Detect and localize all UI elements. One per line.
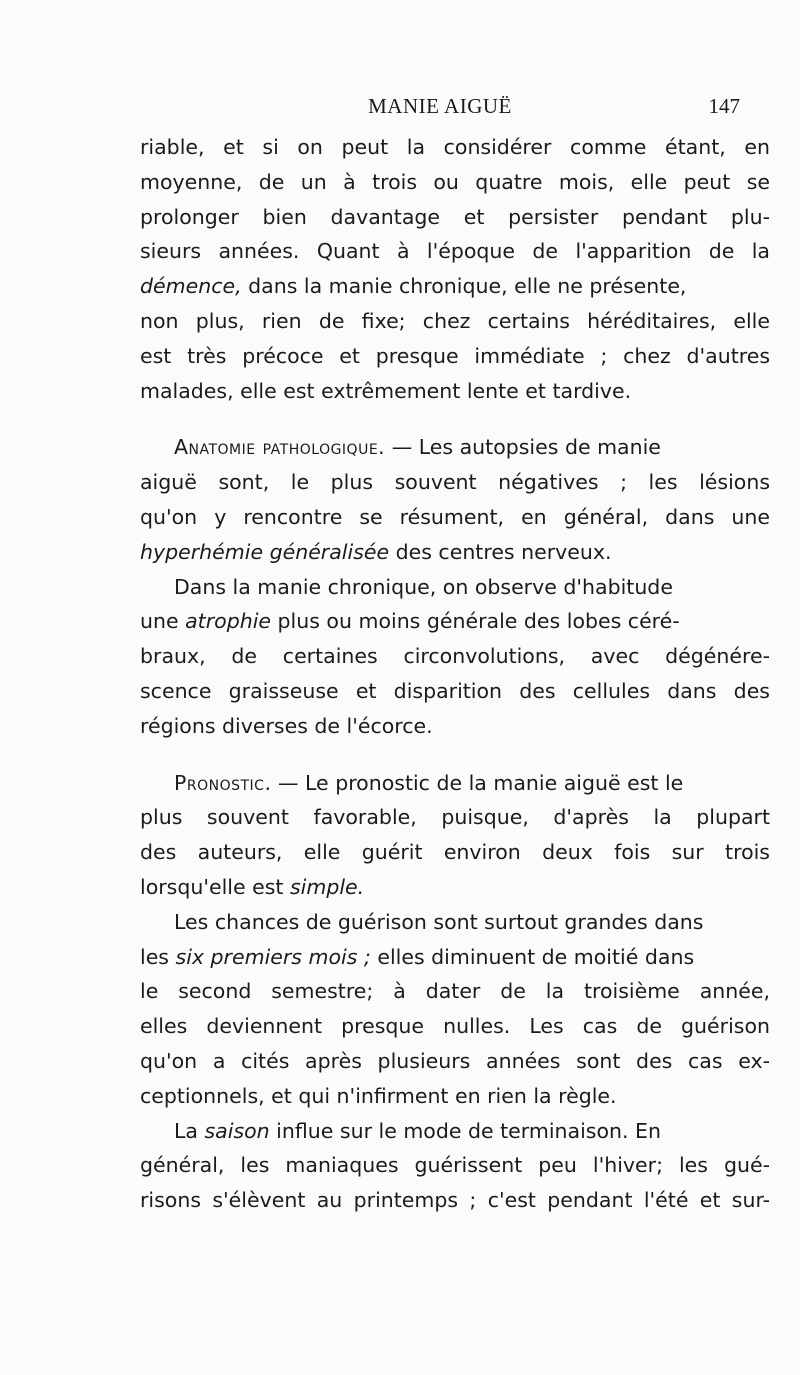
text-line: Les chances de guérison sont surtout grandes dans	[174, 909, 704, 934]
text-line	[140, 940, 770, 975]
text-line: malades, elle est extrêmement lente et tardive.	[140, 378, 632, 403]
text-run: des centres nerveux.	[389, 539, 612, 564]
text-run: La	[174, 1118, 205, 1143]
paragraph-duration	[140, 130, 770, 408]
text-line: non plus, rien de fixe; chez certains héréditaires, elle	[140, 308, 770, 333]
text-line: qu'on y rencontre se résument, en général, dans une	[140, 504, 770, 529]
text-line	[140, 604, 770, 639]
text-line: moyenne, de un à trois ou quatre mois, elle peut se	[140, 169, 770, 194]
text-line: braux, de certaines circonvolutions, avec dégénére-	[140, 644, 770, 669]
text-line: ceptionnels, et qui n'infirment en rien la règle.	[140, 1083, 617, 1108]
text-line: plus souvent favorable, puisque, d'après la plupart	[140, 805, 770, 830]
section-heading: Pronostic.	[174, 770, 272, 795]
paragraph-season	[140, 1114, 770, 1218]
text-line: qu'on a cités après plusieurs années sont des cas ex-	[140, 1048, 770, 1073]
text-line: le second semestre; à dater de la troisième année,	[140, 979, 770, 1004]
text-line	[140, 870, 770, 905]
text-line: prolonger bien davantage et persister pendant plu-	[140, 204, 770, 229]
text-run: — Les autopsies de manie	[385, 435, 661, 460]
emphasis: saison	[204, 1118, 270, 1143]
body-text	[140, 130, 770, 1218]
page-number: 147	[708, 94, 740, 118]
text-run: dans la manie chronique, elle ne présente,	[241, 274, 687, 299]
paragraph-gap	[140, 744, 770, 766]
text-line: des auteurs, elle guérit environ deux fois sur trois	[140, 840, 770, 865]
emphasis: démence,	[140, 274, 242, 299]
paragraph-gap	[140, 408, 770, 430]
text-line	[140, 269, 770, 304]
text-line: sieurs années. Quant à l'époque de l'apparition de la	[140, 239, 770, 264]
paragraph-anatomy	[140, 430, 770, 569]
text-line: aiguë sont, le plus souvent négatives ; les lésions	[140, 470, 770, 495]
text-line: général, les maniaques guérissent peu l'hiver; les gué-	[140, 1153, 770, 1178]
text-line	[140, 1114, 770, 1149]
text-line: elles deviennent presque nulles. Les cas de guérison	[140, 1014, 770, 1039]
text-run: elles diminuent de moitié dans	[370, 944, 695, 969]
text-run: plus ou moins générale des lobes céré-	[271, 609, 680, 634]
text-line	[140, 430, 770, 465]
text-line: régions diverses de l'écorce.	[140, 713, 433, 738]
text-line	[140, 766, 770, 801]
emphasis: simple.	[289, 874, 365, 899]
emphasis: atrophie	[185, 609, 272, 634]
emphasis: hyperhémie généralisée	[140, 539, 390, 564]
text-run: les	[140, 944, 176, 969]
text-run: lorsqu'elle est	[140, 874, 290, 899]
text-line	[140, 535, 770, 570]
text-line: riable, et si on peut la considérer comme étant, en	[140, 135, 770, 159]
text-line: scence graisseuse et disparition des cellules dans des	[140, 678, 770, 703]
section-heading: Anatomie pathologique.	[174, 435, 386, 460]
text-run: une	[140, 609, 186, 634]
paragraph-chronic	[140, 570, 770, 744]
running-title: MANIE AIGUË	[368, 94, 512, 118]
text-run: — Le pronostic de la manie aiguë est le	[271, 770, 684, 795]
paragraph-chances	[140, 905, 770, 1114]
emphasis: six premiers mois ;	[175, 944, 371, 969]
text-line: risons s'élèvent au printemps ; c'est pendant l'été et sur-	[140, 1188, 770, 1213]
running-head	[140, 92, 740, 120]
text-line: est très précoce et presque immédiate ; chez d'autres	[140, 343, 770, 368]
text-run: influe sur le mode de terminaison. En	[269, 1118, 661, 1143]
paragraph-prognosis	[140, 766, 770, 905]
text-line: Dans la manie chronique, on observe d'habitude	[174, 574, 673, 599]
